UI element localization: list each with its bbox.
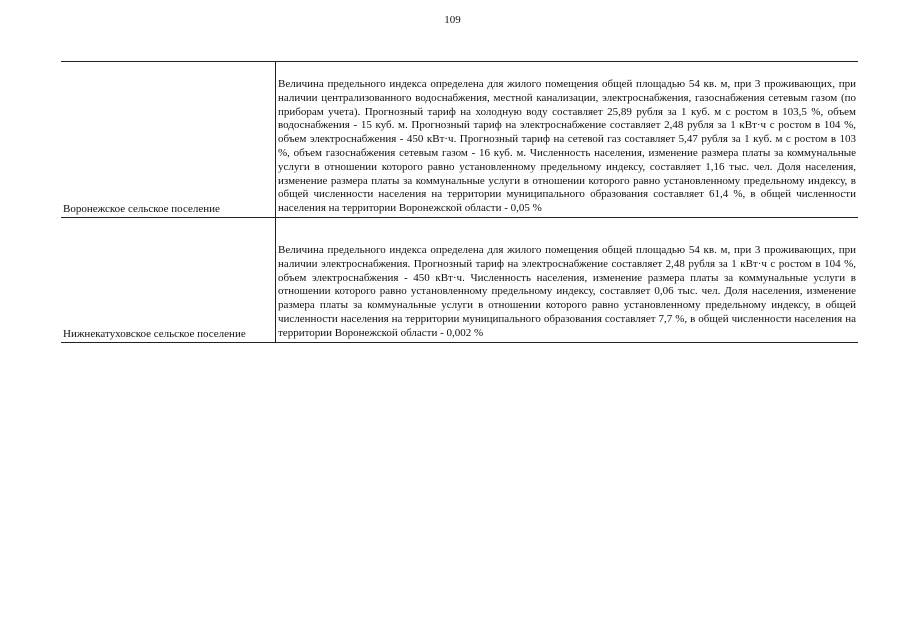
description-cell <box>276 217 859 342</box>
table-row <box>61 217 858 342</box>
description-cell <box>276 62 859 218</box>
settlement-description: Величина предельного индекса определена для жилого помещения общей площадью 54 кв. м, при 3 проживающих, при наличии централизованного водоснабжения, местной канализации, электроснабжения, газоснабжения сетевым газом (по приборам учета). Прогнозный тариф на холодную воду составляет 25,89 рубля за 1 куб. м с ростом в 103,5 %, объем водоснабжения - 15 куб. м. Прогнозный тариф на электроснабжение составляет 2,48 рубля за 1 кВт·ч с ростом в 104 %, объем электроснабжения - 450 кВт·ч. Прогнозный тариф на сетевой газ составляет 5,47 рубля за 1 куб. м с ростом в 103 %, объем газоснабжения сетевым газом - 16 куб. м. Численность населения, изменение размера платы за коммунальные услуги в отношении которого равно установленному предельному индексу, составляет 1,16 тыс. чел. Доля населения, изменение размера платы за коммунальные услуги в отношении которого равно установленному предельному индексу, в общей численности населения на территории муниципального образования составляет 61,4 %, в общей численности населения на территории Воронежской области - 0,05 % <box>278 78 856 215</box>
settlements-table <box>61 61 858 343</box>
settlement-description: Величина предельного индекса определена для жилого помещения общей площадью 54 кв. м, при 3 проживающих, при наличии электроснабжения. Прогнозный тариф на электроснабжение составляет 2,48 рубля за 1 кВт·ч с ростом в 104 %, объем электроснабжения - 450 кВт·ч. Численность населения, изменение размера платы за коммунальные услуги в отношении которого равно установленному предельному индексу, составляет 0,06 тыс. чел. Доля населения, изменение размера платы за коммунальные услуги в отношении которого равно установленному предельному индексу, в общей численности населения на территории муниципального образования составляет 7,7 %, в общей численности населения на территории Воронежской области - 0,002 % <box>278 243 856 339</box>
settlement-name: Воронежское сельское поселение <box>63 202 220 215</box>
settlement-cell <box>61 217 276 342</box>
table-row <box>61 62 858 218</box>
settlement-name: Нижнекатуховское сельское поселение <box>63 327 246 340</box>
settlement-cell <box>61 62 276 218</box>
page-number: 109 <box>444 14 461 26</box>
